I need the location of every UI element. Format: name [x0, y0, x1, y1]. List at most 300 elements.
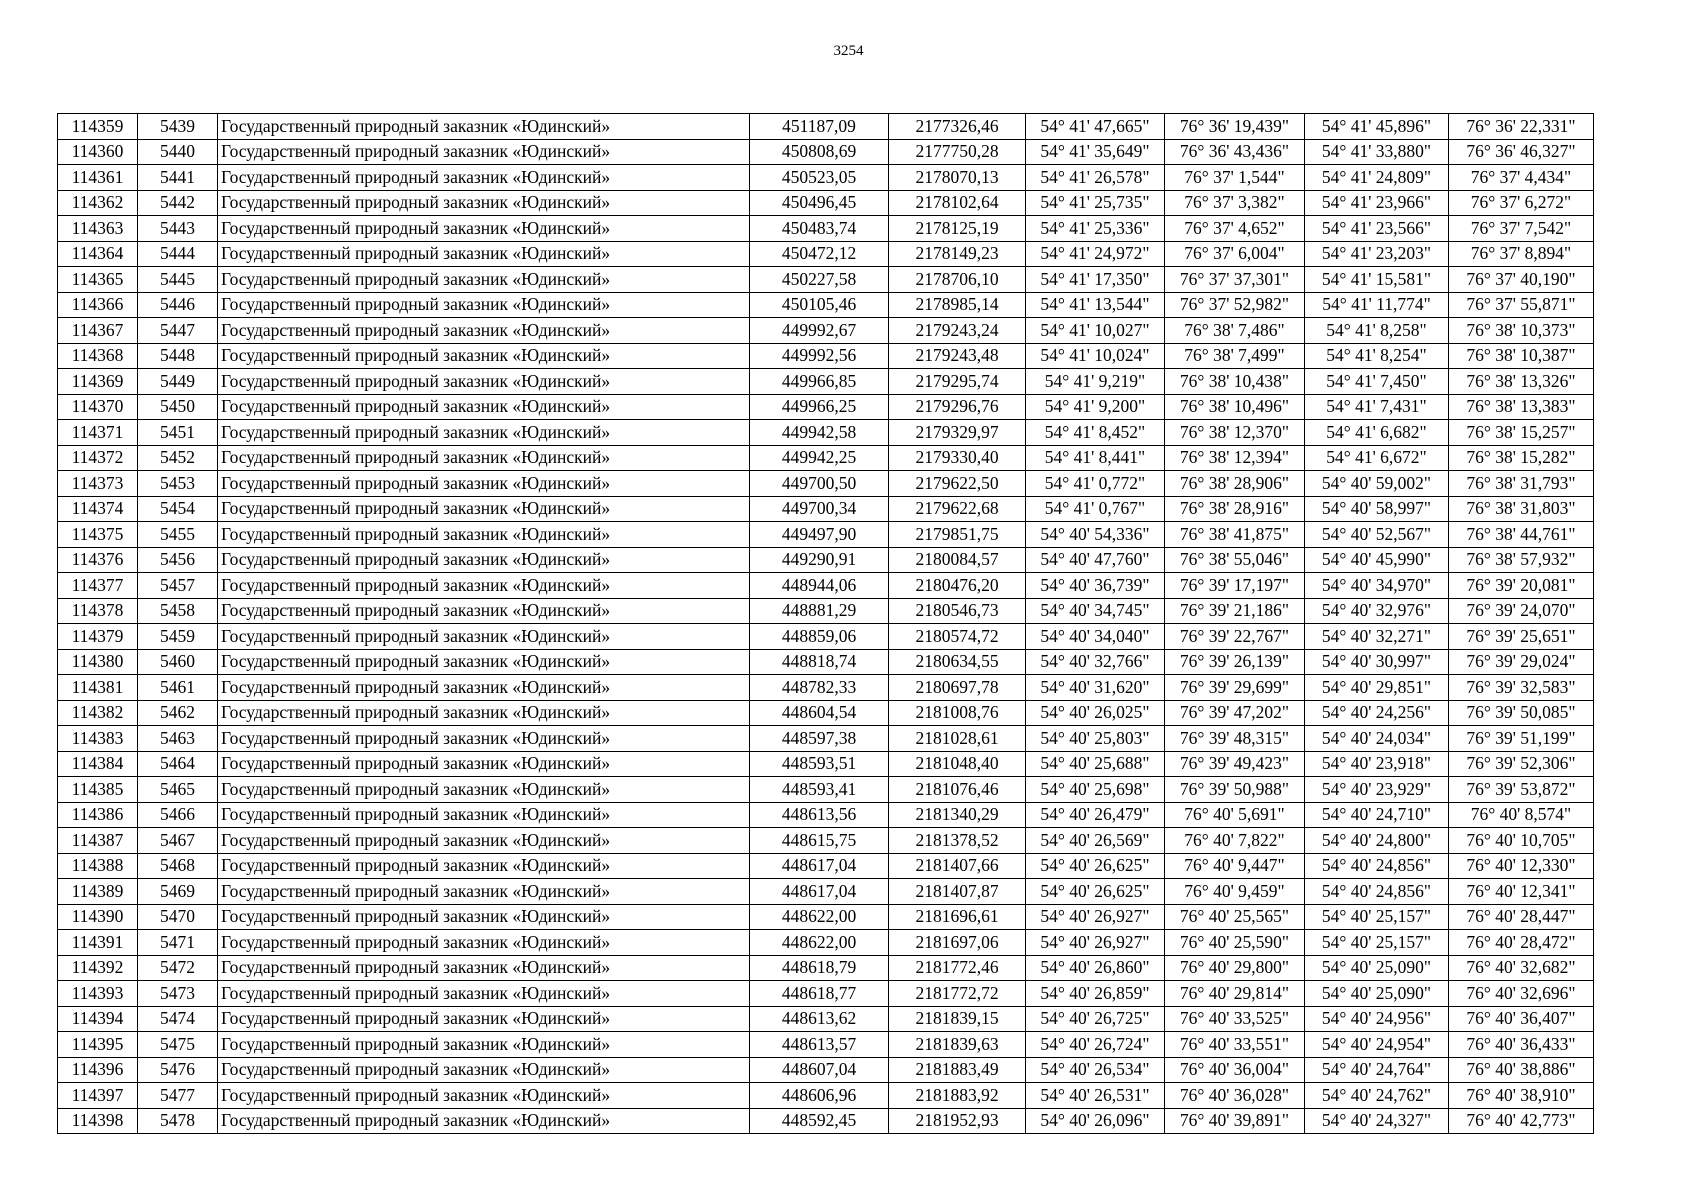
area-name-cell: Государственный природный заказник «Юдинский» — [218, 139, 750, 165]
point-number-cell: 5470 — [138, 904, 218, 930]
longitude-1-cell: 76° 40' 9,447" — [1165, 853, 1305, 879]
latitude-1-cell: 54° 41' 24,972" — [1026, 241, 1165, 267]
row-id-cell: 114392 — [58, 955, 138, 981]
x-coordinate-cell: 450227,58 — [750, 267, 889, 293]
x-coordinate-cell: 449497,90 — [750, 522, 889, 548]
x-coordinate-cell: 448613,56 — [750, 802, 889, 828]
longitude-1-cell: 76° 38' 41,875" — [1165, 522, 1305, 548]
latitude-1-cell: 54° 40' 26,724" — [1026, 1032, 1165, 1058]
point-number-cell: 5457 — [138, 573, 218, 599]
latitude-1-cell: 54° 40' 26,859" — [1026, 981, 1165, 1007]
row-id-cell: 114377 — [58, 573, 138, 599]
latitude-1-cell: 54° 41' 26,578" — [1026, 165, 1165, 191]
latitude-1-cell: 54° 40' 26,860" — [1026, 955, 1165, 981]
x-coordinate-cell: 448622,00 — [750, 930, 889, 956]
y-coordinate-cell: 2179296,76 — [889, 394, 1026, 420]
latitude-1-cell: 54° 40' 26,025" — [1026, 700, 1165, 726]
table-row — [58, 139, 1594, 165]
area-name-cell: Государственный природный заказник «Юдинский» — [218, 573, 750, 599]
y-coordinate-cell: 2181340,29 — [889, 802, 1026, 828]
y-coordinate-cell: 2181008,76 — [889, 700, 1026, 726]
latitude-2-cell: 54° 40' 29,851" — [1305, 675, 1449, 701]
latitude-2-cell: 54° 40' 24,764" — [1305, 1057, 1449, 1083]
latitude-1-cell: 54° 40' 26,625" — [1026, 879, 1165, 905]
area-name-cell: Государственный природный заказник «Юдинский» — [218, 547, 750, 573]
table-row — [58, 675, 1594, 701]
longitude-2-cell: 76° 37' 40,190" — [1449, 267, 1594, 293]
latitude-2-cell: 54° 41' 24,809" — [1305, 165, 1449, 191]
row-id-cell: 114375 — [58, 522, 138, 548]
latitude-2-cell: 54° 41' 23,203" — [1305, 241, 1449, 267]
point-number-cell: 5451 — [138, 420, 218, 446]
row-id-cell: 114366 — [58, 292, 138, 318]
row-id-cell: 114376 — [58, 547, 138, 573]
y-coordinate-cell: 2177750,28 — [889, 139, 1026, 165]
longitude-1-cell: 76° 36' 19,439" — [1165, 114, 1305, 140]
x-coordinate-cell: 449700,50 — [750, 471, 889, 497]
row-id-cell: 114386 — [58, 802, 138, 828]
y-coordinate-cell: 2181697,06 — [889, 930, 1026, 956]
y-coordinate-cell: 2180084,57 — [889, 547, 1026, 573]
point-number-cell: 5474 — [138, 1006, 218, 1032]
point-number-cell: 5464 — [138, 751, 218, 777]
row-id-cell: 114387 — [58, 828, 138, 854]
area-name-cell: Государственный природный заказник «Юдинский» — [218, 471, 750, 497]
point-number-cell: 5454 — [138, 496, 218, 522]
y-coordinate-cell: 2181028,61 — [889, 726, 1026, 752]
latitude-2-cell: 54° 41' 7,431" — [1305, 394, 1449, 420]
area-name-cell: Государственный природный заказник «Юдинский» — [218, 1057, 750, 1083]
x-coordinate-cell: 450496,45 — [750, 190, 889, 216]
longitude-2-cell: 76° 40' 42,773" — [1449, 1108, 1594, 1134]
point-number-cell: 5447 — [138, 318, 218, 344]
latitude-2-cell: 54° 40' 32,976" — [1305, 598, 1449, 624]
x-coordinate-cell: 450523,05 — [750, 165, 889, 191]
area-name-cell: Государственный природный заказник «Юдинский» — [218, 1032, 750, 1058]
y-coordinate-cell: 2179329,97 — [889, 420, 1026, 446]
area-name-cell: Государственный природный заказник «Юдинский» — [218, 598, 750, 624]
point-number-cell: 5439 — [138, 114, 218, 140]
latitude-2-cell: 54° 41' 45,896" — [1305, 114, 1449, 140]
latitude-1-cell: 54° 40' 26,725" — [1026, 1006, 1165, 1032]
x-coordinate-cell: 448615,75 — [750, 828, 889, 854]
area-name-cell: Государственный природный заказник «Юдинский» — [218, 700, 750, 726]
longitude-2-cell: 76° 36' 46,327" — [1449, 139, 1594, 165]
y-coordinate-cell: 2181883,49 — [889, 1057, 1026, 1083]
latitude-2-cell: 54° 41' 23,966" — [1305, 190, 1449, 216]
longitude-1-cell: 76° 40' 36,028" — [1165, 1083, 1305, 1109]
longitude-2-cell: 76° 38' 15,282" — [1449, 445, 1594, 471]
longitude-2-cell: 76° 39' 53,872" — [1449, 777, 1594, 803]
latitude-2-cell: 54° 41' 11,774" — [1305, 292, 1449, 318]
longitude-1-cell: 76° 39' 21,186" — [1165, 598, 1305, 624]
y-coordinate-cell: 2178125,19 — [889, 216, 1026, 242]
longitude-2-cell: 76° 38' 10,373" — [1449, 318, 1594, 344]
x-coordinate-cell: 449700,34 — [750, 496, 889, 522]
longitude-2-cell: 76° 39' 29,024" — [1449, 649, 1594, 675]
point-number-cell: 5461 — [138, 675, 218, 701]
longitude-2-cell: 76° 37' 6,272" — [1449, 190, 1594, 216]
latitude-2-cell: 54° 40' 24,327" — [1305, 1108, 1449, 1134]
x-coordinate-cell: 448881,29 — [750, 598, 889, 624]
latitude-1-cell: 54° 41' 0,772" — [1026, 471, 1165, 497]
area-name-cell: Государственный природный заказник «Юдинский» — [218, 904, 750, 930]
longitude-2-cell: 76° 40' 36,433" — [1449, 1032, 1594, 1058]
row-id-cell: 114364 — [58, 241, 138, 267]
latitude-1-cell: 54° 41' 0,767" — [1026, 496, 1165, 522]
x-coordinate-cell: 448592,45 — [750, 1108, 889, 1134]
area-name-cell: Государственный природный заказник «Юдинский» — [218, 241, 750, 267]
table-row — [58, 547, 1594, 573]
area-name-cell: Государственный природный заказник «Юдинский» — [218, 445, 750, 471]
y-coordinate-cell: 2179622,68 — [889, 496, 1026, 522]
point-number-cell: 5478 — [138, 1108, 218, 1134]
x-coordinate-cell: 449942,25 — [750, 445, 889, 471]
x-coordinate-cell: 449966,25 — [750, 394, 889, 420]
latitude-1-cell: 54° 40' 25,698" — [1026, 777, 1165, 803]
area-name-cell: Государственный природный заказник «Юдинский» — [218, 930, 750, 956]
longitude-2-cell: 76° 36' 22,331" — [1449, 114, 1594, 140]
y-coordinate-cell: 2181378,52 — [889, 828, 1026, 854]
point-number-cell: 5445 — [138, 267, 218, 293]
x-coordinate-cell: 448618,77 — [750, 981, 889, 1007]
y-coordinate-cell: 2178102,64 — [889, 190, 1026, 216]
y-coordinate-cell: 2179622,50 — [889, 471, 1026, 497]
longitude-1-cell: 76° 37' 37,301" — [1165, 267, 1305, 293]
latitude-1-cell: 54° 40' 25,803" — [1026, 726, 1165, 752]
row-id-cell: 114367 — [58, 318, 138, 344]
x-coordinate-cell: 448618,79 — [750, 955, 889, 981]
longitude-1-cell: 76° 38' 55,046" — [1165, 547, 1305, 573]
latitude-1-cell: 54° 40' 34,040" — [1026, 624, 1165, 650]
table-row — [58, 1032, 1594, 1058]
latitude-1-cell: 54° 40' 26,625" — [1026, 853, 1165, 879]
row-id-cell: 114380 — [58, 649, 138, 675]
latitude-1-cell: 54° 40' 34,745" — [1026, 598, 1165, 624]
table-row — [58, 292, 1594, 318]
x-coordinate-cell: 448604,54 — [750, 700, 889, 726]
longitude-2-cell: 76° 38' 31,793" — [1449, 471, 1594, 497]
point-number-cell: 5466 — [138, 802, 218, 828]
point-number-cell: 5455 — [138, 522, 218, 548]
row-id-cell: 114378 — [58, 598, 138, 624]
latitude-2-cell: 54° 41' 15,581" — [1305, 267, 1449, 293]
x-coordinate-cell: 450483,74 — [750, 216, 889, 242]
latitude-1-cell: 54° 41' 25,336" — [1026, 216, 1165, 242]
table-row — [58, 1108, 1594, 1134]
longitude-1-cell: 76° 39' 17,197" — [1165, 573, 1305, 599]
row-id-cell: 114359 — [58, 114, 138, 140]
point-number-cell: 5453 — [138, 471, 218, 497]
latitude-2-cell: 54° 41' 7,450" — [1305, 369, 1449, 395]
point-number-cell: 5446 — [138, 292, 218, 318]
y-coordinate-cell: 2181883,92 — [889, 1083, 1026, 1109]
latitude-1-cell: 54° 41' 17,350" — [1026, 267, 1165, 293]
y-coordinate-cell: 2181076,46 — [889, 777, 1026, 803]
latitude-2-cell: 54° 40' 25,157" — [1305, 904, 1449, 930]
row-id-cell: 114393 — [58, 981, 138, 1007]
table-row — [58, 853, 1594, 879]
area-name-cell: Государственный природный заказник «Юдинский» — [218, 675, 750, 701]
latitude-2-cell: 54° 40' 24,710" — [1305, 802, 1449, 828]
x-coordinate-cell: 450105,46 — [750, 292, 889, 318]
table-row — [58, 496, 1594, 522]
row-id-cell: 114370 — [58, 394, 138, 420]
y-coordinate-cell: 2178985,14 — [889, 292, 1026, 318]
row-id-cell: 114372 — [58, 445, 138, 471]
latitude-2-cell: 54° 40' 52,567" — [1305, 522, 1449, 548]
longitude-2-cell: 76° 40' 10,705" — [1449, 828, 1594, 854]
point-number-cell: 5460 — [138, 649, 218, 675]
latitude-1-cell: 54° 40' 36,739" — [1026, 573, 1165, 599]
x-coordinate-cell: 448622,00 — [750, 904, 889, 930]
area-name-cell: Государственный природный заказник «Юдинский» — [218, 369, 750, 395]
area-name-cell: Государственный природный заказник «Юдинский» — [218, 726, 750, 752]
table-row — [58, 751, 1594, 777]
latitude-2-cell: 54° 40' 59,002" — [1305, 471, 1449, 497]
y-coordinate-cell: 2178706,10 — [889, 267, 1026, 293]
longitude-1-cell: 76° 38' 7,486" — [1165, 318, 1305, 344]
row-id-cell: 114389 — [58, 879, 138, 905]
table-row — [58, 802, 1594, 828]
latitude-1-cell: 54° 40' 26,479" — [1026, 802, 1165, 828]
y-coordinate-cell: 2179295,74 — [889, 369, 1026, 395]
y-coordinate-cell: 2178149,23 — [889, 241, 1026, 267]
point-number-cell: 5476 — [138, 1057, 218, 1083]
area-name-cell: Государственный природный заказник «Юдинский» — [218, 802, 750, 828]
row-id-cell: 114385 — [58, 777, 138, 803]
y-coordinate-cell: 2179330,40 — [889, 445, 1026, 471]
x-coordinate-cell: 448606,96 — [750, 1083, 889, 1109]
y-coordinate-cell: 2181048,40 — [889, 751, 1026, 777]
area-name-cell: Государственный природный заказник «Юдинский» — [218, 1108, 750, 1134]
table-row — [58, 420, 1594, 446]
x-coordinate-cell: 448593,41 — [750, 777, 889, 803]
latitude-1-cell: 54° 41' 9,200" — [1026, 394, 1165, 420]
y-coordinate-cell: 2181407,66 — [889, 853, 1026, 879]
latitude-2-cell: 54° 40' 24,034" — [1305, 726, 1449, 752]
row-id-cell: 114374 — [58, 496, 138, 522]
longitude-1-cell: 76° 40' 25,590" — [1165, 930, 1305, 956]
latitude-2-cell: 54° 40' 24,856" — [1305, 879, 1449, 905]
latitude-1-cell: 54° 41' 8,452" — [1026, 420, 1165, 446]
point-number-cell: 5459 — [138, 624, 218, 650]
latitude-2-cell: 54° 40' 23,918" — [1305, 751, 1449, 777]
area-name-cell: Государственный природный заказник «Юдинский» — [218, 267, 750, 293]
latitude-2-cell: 54° 40' 58,997" — [1305, 496, 1449, 522]
row-id-cell: 114381 — [58, 675, 138, 701]
longitude-1-cell: 76° 40' 33,551" — [1165, 1032, 1305, 1058]
row-id-cell: 114397 — [58, 1083, 138, 1109]
table-body — [58, 114, 1594, 1134]
point-number-cell: 5473 — [138, 981, 218, 1007]
longitude-1-cell: 76° 38' 10,438" — [1165, 369, 1305, 395]
longitude-2-cell: 76° 39' 52,306" — [1449, 751, 1594, 777]
latitude-2-cell: 54° 41' 33,880" — [1305, 139, 1449, 165]
y-coordinate-cell: 2181839,15 — [889, 1006, 1026, 1032]
table-row — [58, 343, 1594, 369]
area-name-cell: Государственный природный заказник «Юдинский» — [218, 165, 750, 191]
point-number-cell: 5462 — [138, 700, 218, 726]
x-coordinate-cell: 448944,06 — [750, 573, 889, 599]
table-row — [58, 394, 1594, 420]
area-name-cell: Государственный природный заказник «Юдинский» — [218, 496, 750, 522]
table-row — [58, 649, 1594, 675]
y-coordinate-cell: 2181952,93 — [889, 1108, 1026, 1134]
longitude-1-cell: 76° 39' 22,767" — [1165, 624, 1305, 650]
x-coordinate-cell: 449942,58 — [750, 420, 889, 446]
y-coordinate-cell: 2179243,24 — [889, 318, 1026, 344]
longitude-2-cell: 76° 39' 50,085" — [1449, 700, 1594, 726]
latitude-2-cell: 54° 41' 23,566" — [1305, 216, 1449, 242]
latitude-1-cell: 54° 40' 54,336" — [1026, 522, 1165, 548]
longitude-2-cell: 76° 40' 28,472" — [1449, 930, 1594, 956]
table-row — [58, 777, 1594, 803]
latitude-1-cell: 54° 41' 35,649" — [1026, 139, 1165, 165]
area-name-cell: Государственный природный заказник «Юдинский» — [218, 190, 750, 216]
longitude-2-cell: 76° 38' 44,761" — [1449, 522, 1594, 548]
y-coordinate-cell: 2180697,78 — [889, 675, 1026, 701]
row-id-cell: 114371 — [58, 420, 138, 446]
latitude-1-cell: 54° 40' 26,531" — [1026, 1083, 1165, 1109]
latitude-1-cell: 54° 41' 10,024" — [1026, 343, 1165, 369]
x-coordinate-cell: 451187,09 — [750, 114, 889, 140]
row-id-cell: 114363 — [58, 216, 138, 242]
y-coordinate-cell: 2180574,72 — [889, 624, 1026, 650]
table-row — [58, 1006, 1594, 1032]
area-name-cell: Государственный природный заказник «Юдинский» — [218, 1083, 750, 1109]
area-name-cell: Государственный природный заказник «Юдинский» — [218, 955, 750, 981]
longitude-2-cell: 76° 38' 57,932" — [1449, 547, 1594, 573]
longitude-1-cell: 76° 39' 50,988" — [1165, 777, 1305, 803]
latitude-1-cell: 54° 40' 26,927" — [1026, 904, 1165, 930]
longitude-1-cell: 76° 40' 33,525" — [1165, 1006, 1305, 1032]
table-row — [58, 700, 1594, 726]
y-coordinate-cell: 2181696,61 — [889, 904, 1026, 930]
table-row — [58, 114, 1594, 140]
longitude-1-cell: 76° 38' 7,499" — [1165, 343, 1305, 369]
row-id-cell: 114394 — [58, 1006, 138, 1032]
longitude-1-cell: 76° 36' 43,436" — [1165, 139, 1305, 165]
area-name-cell: Государственный природный заказник «Юдинский» — [218, 343, 750, 369]
area-name-cell: Государственный природный заказник «Юдинский» — [218, 522, 750, 548]
point-number-cell: 5475 — [138, 1032, 218, 1058]
latitude-2-cell: 54° 40' 23,929" — [1305, 777, 1449, 803]
table-row — [58, 165, 1594, 191]
point-number-cell: 5472 — [138, 955, 218, 981]
x-coordinate-cell: 449290,91 — [750, 547, 889, 573]
point-number-cell: 5469 — [138, 879, 218, 905]
area-name-cell: Государственный природный заказник «Юдинский» — [218, 777, 750, 803]
area-name-cell: Государственный природный заказник «Юдинский» — [218, 114, 750, 140]
row-id-cell: 114390 — [58, 904, 138, 930]
point-number-cell: 5449 — [138, 369, 218, 395]
table-row — [58, 981, 1594, 1007]
area-name-cell: Государственный природный заказник «Юдинский» — [218, 318, 750, 344]
longitude-1-cell: 76° 40' 9,459" — [1165, 879, 1305, 905]
longitude-2-cell: 76° 37' 7,542" — [1449, 216, 1594, 242]
area-name-cell: Государственный природный заказник «Юдинский» — [218, 828, 750, 854]
longitude-2-cell: 76° 39' 25,651" — [1449, 624, 1594, 650]
x-coordinate-cell: 448597,38 — [750, 726, 889, 752]
latitude-2-cell: 54° 40' 24,762" — [1305, 1083, 1449, 1109]
latitude-2-cell: 54° 41' 6,682" — [1305, 420, 1449, 446]
x-coordinate-cell: 448593,51 — [750, 751, 889, 777]
y-coordinate-cell: 2179851,75 — [889, 522, 1026, 548]
x-coordinate-cell: 448782,33 — [750, 675, 889, 701]
longitude-2-cell: 76° 37' 55,871" — [1449, 292, 1594, 318]
point-number-cell: 5463 — [138, 726, 218, 752]
longitude-1-cell: 76° 39' 48,315" — [1165, 726, 1305, 752]
row-id-cell: 114373 — [58, 471, 138, 497]
latitude-2-cell: 54° 41' 6,672" — [1305, 445, 1449, 471]
area-name-cell: Государственный природный заказник «Юдинский» — [218, 394, 750, 420]
x-coordinate-cell: 448613,62 — [750, 1006, 889, 1032]
latitude-1-cell: 54° 40' 26,096" — [1026, 1108, 1165, 1134]
point-number-cell: 5443 — [138, 216, 218, 242]
longitude-1-cell: 76° 38' 12,394" — [1165, 445, 1305, 471]
longitude-1-cell: 76° 40' 39,891" — [1165, 1108, 1305, 1134]
latitude-2-cell: 54° 40' 34,970" — [1305, 573, 1449, 599]
point-number-cell: 5442 — [138, 190, 218, 216]
row-id-cell: 114391 — [58, 930, 138, 956]
table-row — [58, 318, 1594, 344]
table-row — [58, 1057, 1594, 1083]
longitude-2-cell: 76° 40' 32,696" — [1449, 981, 1594, 1007]
table-row — [58, 216, 1594, 242]
x-coordinate-cell: 448859,06 — [750, 624, 889, 650]
row-id-cell: 114365 — [58, 267, 138, 293]
x-coordinate-cell: 448818,74 — [750, 649, 889, 675]
longitude-1-cell: 76° 37' 4,652" — [1165, 216, 1305, 242]
row-id-cell: 114369 — [58, 369, 138, 395]
row-id-cell: 114360 — [58, 139, 138, 165]
longitude-2-cell: 76° 39' 24,070" — [1449, 598, 1594, 624]
y-coordinate-cell: 2177326,46 — [889, 114, 1026, 140]
longitude-2-cell: 76° 37' 4,434" — [1449, 165, 1594, 191]
latitude-1-cell: 54° 41' 9,219" — [1026, 369, 1165, 395]
latitude-1-cell: 54° 40' 26,927" — [1026, 930, 1165, 956]
area-name-cell: Государственный природный заказник «Юдинский» — [218, 1006, 750, 1032]
longitude-1-cell: 76° 39' 26,139" — [1165, 649, 1305, 675]
table-row — [58, 1083, 1594, 1109]
latitude-2-cell: 54° 40' 24,800" — [1305, 828, 1449, 854]
point-number-cell: 5465 — [138, 777, 218, 803]
point-number-cell: 5458 — [138, 598, 218, 624]
longitude-1-cell: 76° 39' 29,699" — [1165, 675, 1305, 701]
area-name-cell: Государственный природный заказник «Юдинский» — [218, 751, 750, 777]
area-name-cell: Государственный природный заказник «Юдинский» — [218, 420, 750, 446]
latitude-2-cell: 54° 40' 24,954" — [1305, 1032, 1449, 1058]
longitude-2-cell: 76° 40' 12,330" — [1449, 853, 1594, 879]
latitude-2-cell: 54° 40' 25,090" — [1305, 955, 1449, 981]
latitude-1-cell: 54° 40' 26,569" — [1026, 828, 1165, 854]
longitude-2-cell: 76° 37' 8,894" — [1449, 241, 1594, 267]
latitude-2-cell: 54° 40' 25,157" — [1305, 930, 1449, 956]
y-coordinate-cell: 2179243,48 — [889, 343, 1026, 369]
row-id-cell: 114383 — [58, 726, 138, 752]
table-row — [58, 445, 1594, 471]
x-coordinate-cell: 448613,57 — [750, 1032, 889, 1058]
y-coordinate-cell: 2181772,46 — [889, 955, 1026, 981]
row-id-cell: 114388 — [58, 853, 138, 879]
longitude-1-cell: 76° 37' 52,982" — [1165, 292, 1305, 318]
table-row — [58, 471, 1594, 497]
table-row — [58, 726, 1594, 752]
x-coordinate-cell: 448617,04 — [750, 879, 889, 905]
point-number-cell: 5477 — [138, 1083, 218, 1109]
table-row — [58, 522, 1594, 548]
